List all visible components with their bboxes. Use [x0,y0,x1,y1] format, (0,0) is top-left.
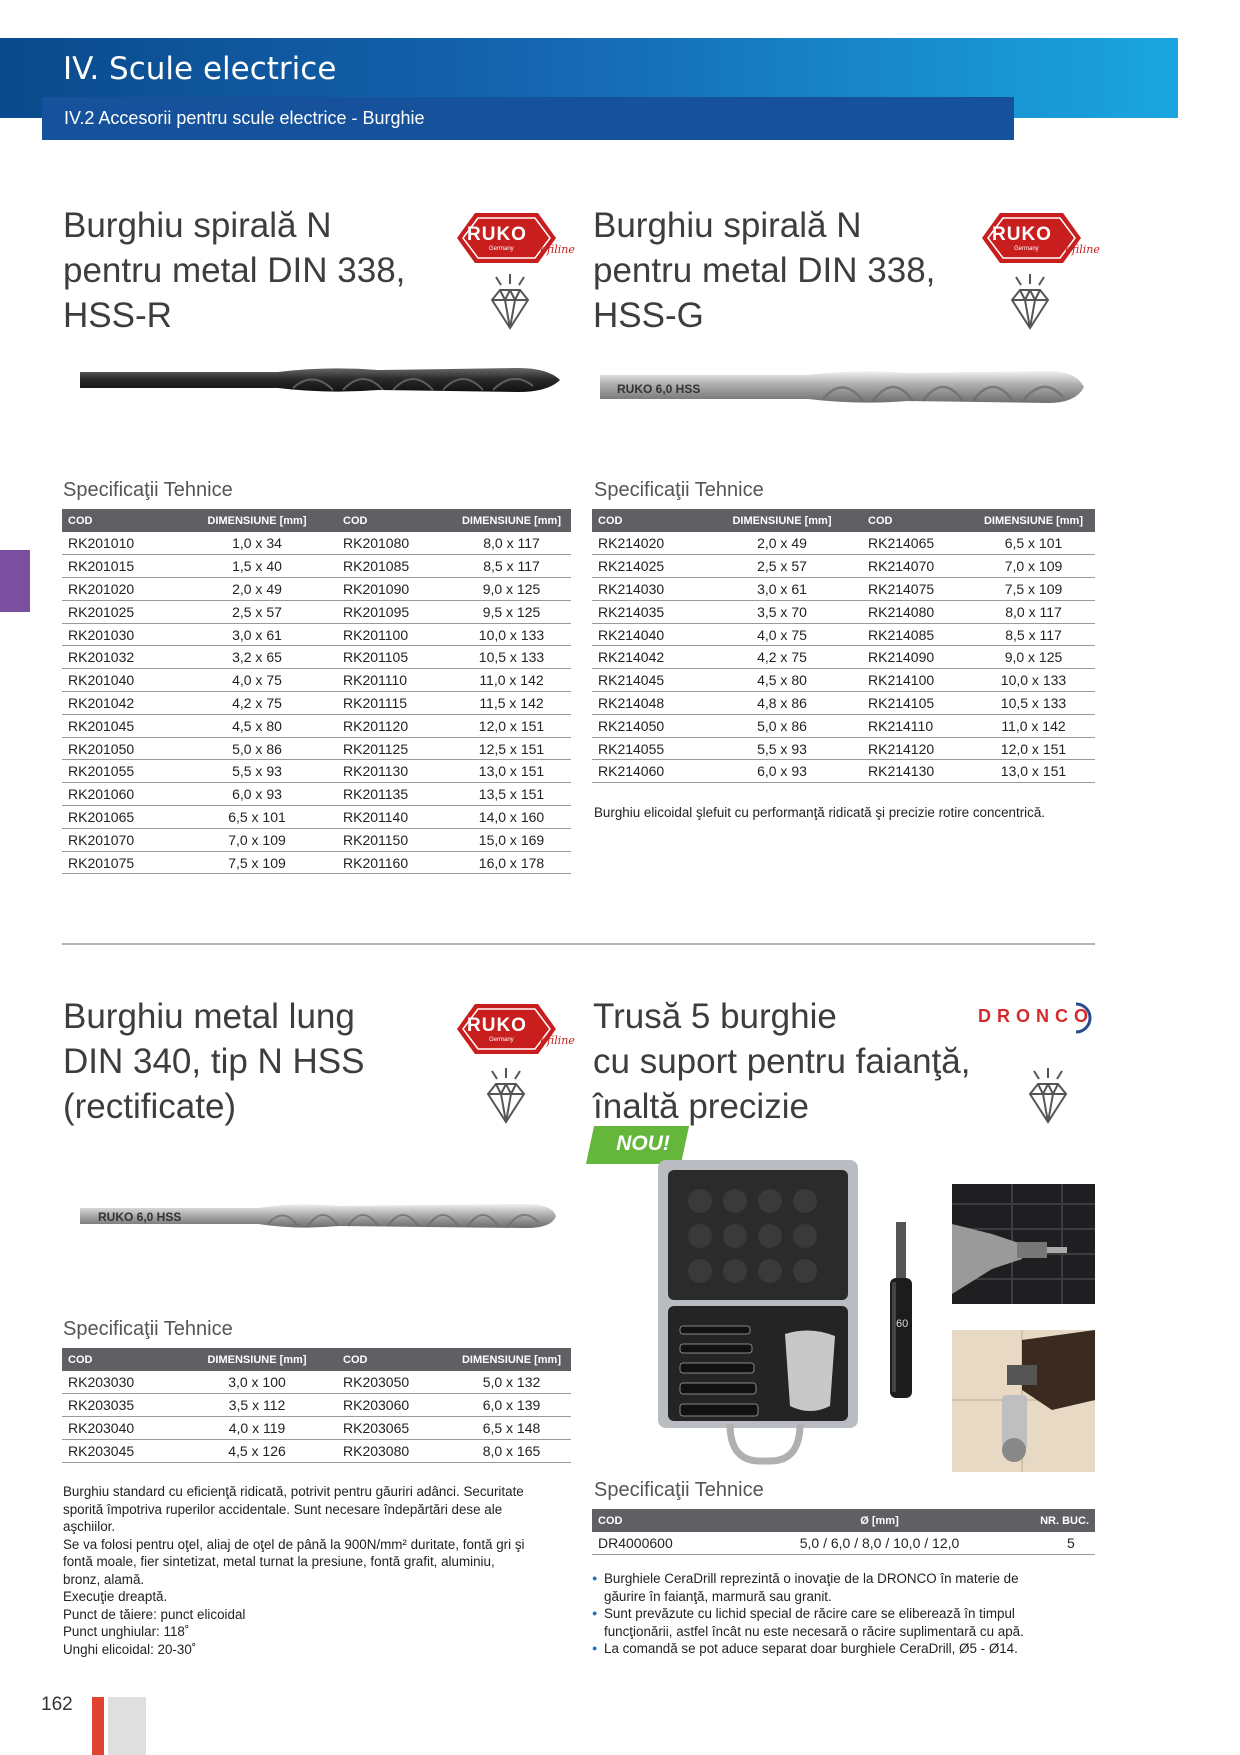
table-cell: 7,0 x 109 [972,555,1095,578]
description-line: bronz, alamă. [63,1571,145,1587]
table-cell: 7,0 x 109 [177,828,337,851]
table-cell: RK214090 [862,646,972,669]
table-cell: 6,5 x 148 [452,1417,571,1440]
tile-drilling-photo [952,1184,1095,1304]
table-cell: 5 [1007,1532,1095,1555]
table-row [62,555,571,578]
table-cell: RK201020 [62,578,177,601]
table-cell: 5,5 x 93 [702,737,862,760]
table-cell: RK201060 [62,783,177,806]
ruko-logo: RUKO Germany profiline [455,208,570,268]
description-line: Burghiu standard cu eficienţă ridicată, potrivit pentru găuriri adânci. Securitate [63,1484,524,1499]
table-cell: RK201115 [337,692,452,715]
table-row [62,783,571,806]
section-title: IV.2 Accesorii pentru scule electrice - Burghie [64,108,425,128]
chapter-title: IV. Scule electrice [63,51,337,87]
table-cell: 6,5 x 101 [177,806,337,829]
diamond-icon [1006,272,1054,332]
table-cell: 3,0 x 100 [177,1371,337,1394]
table-cell: RK201120 [337,714,452,737]
ruko-logo: RUKO Germany profiline [455,999,570,1059]
table-cell: 2,0 x 49 [177,578,337,601]
table-cell: RK214110 [862,714,972,737]
spec-heading-p2: Specificaţii Tehnice [594,479,764,501]
description-line: fontă moale, fier sintetizat, metal turnat la presiune, fontă grafit, aluminiu, [63,1554,495,1569]
table-cell: 8,0 x 165 [452,1439,571,1462]
table-cell: 5,0 x 86 [177,737,337,760]
table-cell: DR4000600 [592,1532,752,1555]
table-cell: 8,5 x 117 [972,623,1095,646]
table-cell: 12,0 x 151 [452,714,571,737]
table-row [592,737,1095,760]
ruko-logo: RUKO Germany profiline [980,208,1095,268]
table-cell: RK203040 [62,1417,177,1440]
product-description-p2: Burghiu elicoidal şlefuit cu performanţă ridicată şi precizie rotire concentrică. [594,805,1046,820]
table-cell: RK201130 [337,760,452,783]
table-cell: RK201090 [337,578,452,601]
product-description-p3 [63,1483,575,1658]
drill-case-photo [650,1156,865,1476]
table-cell: 6,0 x 93 [177,783,337,806]
table-cell: RK201135 [337,783,452,806]
table-cell: 11,0 x 142 [972,714,1095,737]
table-cell: 9,0 x 125 [452,578,571,601]
table-cell: 13,0 x 151 [452,760,571,783]
diamond-icon [482,1066,530,1126]
table-cell: RK214020 [592,532,702,555]
table-row [592,646,1095,669]
section-header-bar [42,97,1014,140]
table-cell: RK203065 [337,1417,452,1440]
table-cell: 7,5 x 109 [972,578,1095,601]
spec-table-p2: COD DIMENSIUNE [mm] COD DIMENSIUNE [mm] RK214020 2,0 x 49 RK214065 6,5 x 101 RK214025 2,5 x 57 RK214070 7,0 x 109 RK214030 3,0 x 61 RK214075 7,5 x 109 RK214035 3,5 x 70 RK214080 8,0 x 117 RK214040 4,0 x 75 RK214085 8,5 x 117 RK214042 4,2 x 75 RK214090 9,0 x 125 RK214045 4,5 x 80 RK214100 10,0 x 133 RK214048 4,8 x 86 RK214105 10,5 x 133 RK214050 5,0 x 86 RK214110 11,0 x 142 RK214055 5,5 x 93 RK214120 12,0 x 151 RK214060 6,0 x 93 RK214130 13,0 x 151 [592,509,1095,783]
table-cell: RK201080 [337,532,452,555]
table-cell: RK214070 [862,555,972,578]
table-cell: 15,0 x 169 [452,828,571,851]
table-cell: 4,5 x 80 [702,669,862,692]
table-cell: 4,8 x 86 [702,692,862,715]
table-cell: 13,0 x 151 [972,760,1095,783]
table-row [62,692,571,715]
table-cell: 4,0 x 75 [177,669,337,692]
table-cell: RK214105 [862,692,972,715]
table-cell: RK201125 [337,737,452,760]
drill-bit-image-black [78,362,562,398]
table-cell: 12,5 x 151 [452,737,571,760]
table-cell: 10,0 x 133 [972,669,1095,692]
table-row [62,760,571,783]
table-cell: RK214042 [592,646,702,669]
table-cell: 12,0 x 151 [972,737,1095,760]
table-cell: 4,0 x 119 [177,1417,337,1440]
feature-bullet [592,1640,1092,1658]
table-cell: RK201025 [62,600,177,623]
table-cell: RK214025 [592,555,702,578]
table-cell: 7,5 x 109 [177,851,337,874]
feature-bullet-line: ● Sunt prevăzute cu lichid special de răcire care se eliberează în timpul [604,1606,1015,1621]
table-cell: RK201095 [337,600,452,623]
table-cell: 4,5 x 126 [177,1439,337,1462]
table-cell: 3,5 x 112 [177,1394,337,1417]
table-cell: 2,0 x 49 [702,532,862,555]
table-row [592,532,1095,555]
table-cell: RK201055 [62,760,177,783]
table-row [592,555,1095,578]
table-row [62,646,571,669]
table-cell: RK214035 [592,600,702,623]
table-cell: RK214050 [592,714,702,737]
table-cell: 3,2 x 65 [177,646,337,669]
table-cell: RK201150 [337,828,452,851]
table-cell: RK201045 [62,714,177,737]
table-cell: RK214060 [592,760,702,783]
wall-drilling-photo [952,1330,1095,1472]
table-cell: 6,0 x 93 [702,760,862,783]
spec-heading-p4: Specificaţii Tehnice [594,1479,764,1501]
feature-bullet-line: funcţionării, astfel încât nu este necesară o răcire suplimentară cu apă. [604,1623,1024,1639]
page-marker-red [92,1697,104,1755]
table-row [592,600,1095,623]
table-cell: RK201110 [337,669,452,692]
table-cell: RK201070 [62,828,177,851]
description-line: Punct de tăiere: punct elicoidal [63,1606,246,1622]
table-cell: 8,0 x 117 [452,532,571,555]
dronco-logo: DRONCO [978,1006,1094,1026]
side-section-tab [0,550,30,612]
table-row [62,851,571,874]
table-cell: RK203080 [337,1439,452,1462]
table-cell: RK201042 [62,692,177,715]
table-row [62,1439,571,1462]
table-cell: RK201085 [337,555,452,578]
table-cell: RK214100 [862,669,972,692]
table-cell: 9,0 x 125 [972,646,1095,669]
table-cell: 5,0 x 86 [702,714,862,737]
new-badge: NOU! [586,1126,689,1164]
table-cell: 6,0 x 139 [452,1394,571,1417]
feature-bullet-line: găurire în faianţă, marmură sau granit. [604,1588,832,1604]
table-row [62,623,571,646]
description-line: aşchiilor. [63,1519,116,1534]
table-cell: RK201050 [62,737,177,760]
table-row [592,669,1095,692]
diamond-icon [1024,1066,1072,1126]
feature-list-p4 [592,1570,1092,1658]
table-cell: RK214048 [592,692,702,715]
section-divider [62,943,1095,945]
product-title-hss-r: Burghiu spirală N pentru metal DIN 338, HSS-R [63,206,406,335]
table-cell: 3,0 x 61 [702,578,862,601]
feature-bullet [592,1570,1092,1605]
table-cell: RK201160 [337,851,452,874]
table-row [62,714,571,737]
table-row [62,1371,571,1394]
table-cell: RK201140 [337,806,452,829]
spec-heading-p1: Specificaţii Tehnice [63,479,233,501]
table-cell: 4,2 x 75 [702,646,862,669]
table-cell: RK214085 [862,623,972,646]
table-row [62,669,571,692]
table-cell: RK214045 [592,669,702,692]
table-cell: 5,0 / 6,0 / 8,0 / 10,0 / 12,0 [752,1532,1007,1555]
diamond-icon [486,272,534,332]
table-cell: RK201105 [337,646,452,669]
table-cell: 4,2 x 75 [177,692,337,715]
description-line: Punct unghiular: 118˚ [63,1624,190,1639]
table-row [592,692,1095,715]
table-row [62,828,571,851]
table-cell: RK214075 [862,578,972,601]
table-cell: RK214055 [592,737,702,760]
table-cell: RK203030 [62,1371,177,1394]
table-cell: RK203060 [337,1394,452,1417]
table-cell: 2,5 x 57 [702,555,862,578]
table-cell: RK214130 [862,760,972,783]
table-cell: RK214040 [592,623,702,646]
table-row [592,623,1095,646]
table-cell: 1,0 x 34 [177,532,337,555]
single-drill-bit-photo [880,1218,930,1408]
table-row [62,1394,571,1417]
table-cell: 11,0 x 142 [452,669,571,692]
table-cell: RK201040 [62,669,177,692]
table-cell: RK203045 [62,1439,177,1462]
spec-heading-p3: Specificaţii Tehnice [63,1318,233,1340]
page-marker-gray [108,1697,146,1755]
feature-bullet-line: ● Burghiele CeraDrill reprezintă o inovaţie de la DRONCO în materie de [604,1571,1019,1586]
table-cell: RK201100 [337,623,452,646]
table-cell: 2,5 x 57 [177,600,337,623]
table-cell: RK201015 [62,555,177,578]
table-cell: RK201075 [62,851,177,874]
table-row [62,578,571,601]
description-line: Unghi elicoidal: 20-30˚ [63,1641,197,1657]
spec-table-p3: COD DIMENSIUNE [mm] COD DIMENSIUNE [mm] RK203030 3,0 x 100 RK203050 5,0 x 132 RK203035 3,5 x 112 RK203060 6,0 x 139 RK203040 4,0 x 119 RK203065 6,5 x 148 RK203045 4,5 x 126 RK203080 8,0 x 165 [62,1348,571,1463]
table-cell: 4,5 x 80 [177,714,337,737]
table-cell: 5,5 x 93 [177,760,337,783]
product-title-tile-drill-kit: Trusă 5 burghie cu suport pentru faianţă, înaltă precizie [593,997,971,1126]
table-cell: 11,5 x 142 [452,692,571,715]
table-cell: 16,0 x 178 [452,851,571,874]
table-cell: 14,0 x 160 [452,806,571,829]
product-title-hss-g: Burghiu spirală N pentru metal DIN 338, HSS-G [593,206,936,335]
spec-table-p1: COD DIMENSIUNE [mm] COD DIMENSIUNE [mm] RK201010 1,0 x 34 RK201080 8,0 x 117 RK201015 1,5 x 40 RK201085 8,5 x 117 RK201020 2,0 x 49 RK201090 9,0 x 125 RK201025 2,5 x 57 RK201095 9,5 x 125 RK201030 3,0 x 61 RK201100 10,0 x 133 RK201032 3,2 x 65 RK201105 10,5 x 133 RK201040 4,0 x 75 RK201110 11,0 x 142 RK201042 4,2 x 75 RK201115 11,5 x 142 RK201045 4,5 x 80 RK201120 12,0 x 151 RK201050 5,0 x 86 RK201125 12,5 x 151 RK201055 5,5 x 93 RK201130 13,0 x 151 RK201060 6,0 x 93 RK201135 13,5 x 151 RK201065 6,5 x 101 RK201140 14,0 x 160 RK201070 7,0 x 109 RK201150 15,0 x 169 RK201075 7,5 x 109 RK201160 16,0 x 178 [62,509,571,874]
table-row [592,1532,1095,1555]
table-cell: RK203050 [337,1371,452,1394]
feature-bullet [592,1605,1092,1640]
table-cell: RK201010 [62,532,177,555]
table-row [62,532,571,555]
table-cell: 6,5 x 101 [972,532,1095,555]
table-cell: 13,5 x 151 [452,783,571,806]
table-cell: 1,5 x 40 [177,555,337,578]
table-cell: 8,5 x 117 [452,555,571,578]
table-cell: RK214030 [592,578,702,601]
feature-bullet-line: ● La comandă se pot aduce separat doar burghiele CeraDrill, Ø5 - Ø14. [604,1641,1018,1656]
table-cell: 10,0 x 133 [452,623,571,646]
table-cell: 3,5 x 70 [702,600,862,623]
product-title-din340: Burghiu metal lung DIN 340, tip N HSS (rectificate) [63,997,365,1126]
table-row [62,806,571,829]
bit-size-label: 60 [896,1318,909,1330]
table-cell: RK214120 [862,737,972,760]
table-row [62,737,571,760]
table-row [592,578,1095,601]
description-line: sporită împotriva ruperilor accidentale. Sunt necesare îndepărtări dese ale [63,1501,503,1517]
table-row [62,600,571,623]
table-cell: 3,0 x 61 [177,623,337,646]
table-cell: RK214065 [862,532,972,555]
table-cell: RK201065 [62,806,177,829]
description-line: Se va folosi pentru oţel, aliaj de oţel de până la 900N/mm² duritate, fontă gri şi [63,1536,525,1552]
drill-engraving-label: RUKO 6,0 HSS [98,1210,182,1224]
table-cell: 10,5 x 133 [452,646,571,669]
page-number: 162 [41,1694,73,1715]
description-line: Execuţie dreaptă. [63,1589,168,1604]
table-cell: 9,5 x 125 [452,600,571,623]
table-cell: RK203035 [62,1394,177,1417]
table-cell: 4,0 x 75 [702,623,862,646]
table-cell: 5,0 x 132 [452,1371,571,1394]
table-cell: RK201030 [62,623,177,646]
spec-table-p4: COD Ø [mm] NR. BUC. DR4000600 5,0 / 6,0 / 8,0 / 10,0 / 12,0 5 [592,1509,1095,1555]
table-row [62,1417,571,1440]
table-row [592,714,1095,737]
table-cell: 10,5 x 133 [972,692,1095,715]
table-row [592,760,1095,783]
table-cell: RK201032 [62,646,177,669]
table-cell: RK214080 [862,600,972,623]
table-cell: 8,0 x 117 [972,600,1095,623]
dronco-logo-arc [1070,1000,1096,1036]
drill-engraving-label: RUKO 6,0 HSS [617,382,701,396]
